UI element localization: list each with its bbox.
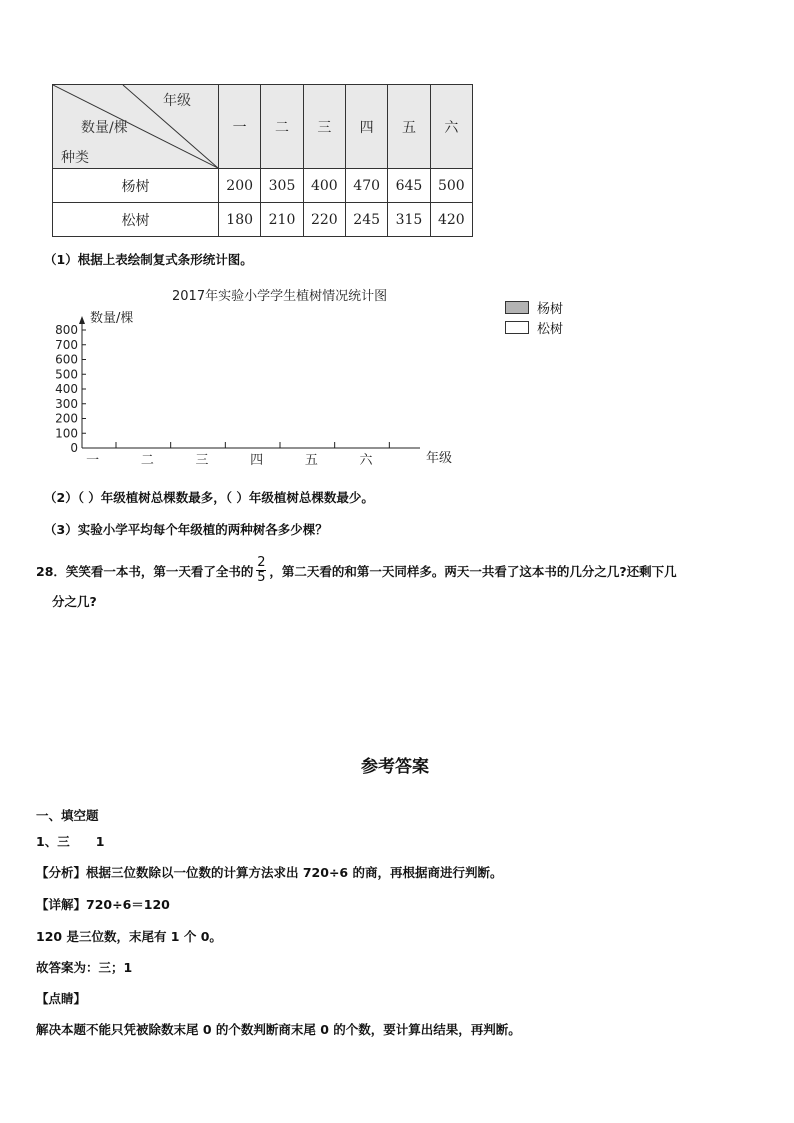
grade-header: 五 [388, 85, 430, 169]
table-cell: 180 [219, 203, 261, 237]
y-tick-label: 800 [55, 323, 78, 337]
legend-swatch-poplar [505, 301, 529, 314]
q28-text-after: ，第二天看的和第一天同样多。两天一共看了这本书的几分之几?还剩下几 [269, 563, 677, 579]
table-cell: 210 [261, 203, 303, 237]
x-tick-label: 二 [140, 453, 154, 468]
question-3: （3）实验小学平均每个年级植的两种树各多少棵？ [44, 522, 328, 537]
y-axis-label: 数量/棵 [90, 311, 134, 326]
answer-line-2: 故答案为：三；1 [36, 960, 133, 975]
x-tick-label: 六 [359, 453, 373, 468]
question-1: （1）根据上表绘制复式条形统计图。 [44, 252, 253, 267]
grade-header: 六 [430, 85, 472, 169]
table-cell: 645 [388, 169, 430, 203]
table-row [53, 203, 473, 237]
q28-line-2: 分之几? [52, 594, 97, 609]
x-axis-label: 年级 [426, 451, 453, 466]
table-cell: 200 [219, 169, 261, 203]
legend-label-pine: 松树 [537, 322, 564, 337]
table-cell: 500 [430, 169, 472, 203]
fraction-denominator: 5 [257, 570, 266, 585]
answers-title: 参考答案 [361, 757, 429, 777]
grade-header: 二 [261, 85, 303, 169]
corner-label-grade: 年级 [163, 93, 191, 109]
comment-text: 解决本题不能只凭被除数末尾 0 的个数判断商末尾 0 的个数，要计算出结果，再判断。 [36, 1022, 521, 1037]
detail-text: 【详解】720÷6＝120 [36, 897, 170, 912]
x-tick-label: 五 [304, 453, 318, 468]
row-label: 杨树 [53, 169, 219, 203]
section-heading: 一、填空题 [36, 808, 99, 823]
y-tick-label: 300 [55, 396, 78, 411]
grade-header: 一 [219, 85, 261, 169]
y-tick-label: 100 [55, 426, 78, 441]
y-tick-label: 500 [55, 367, 78, 382]
comment-heading: 【点睛】 [36, 991, 87, 1006]
bar-chart [40, 300, 470, 475]
question-2: （2）（ ）年级植树总棵数最多，（ ）年级植树总棵数最少。 [44, 490, 374, 505]
table-cell: 220 [303, 203, 345, 237]
table-cell: 305 [261, 169, 303, 203]
table-cell: 400 [303, 169, 345, 203]
table-cell: 420 [430, 203, 472, 237]
answer-line-1: 120 是三位数，末尾有 1 个 0。 [36, 929, 222, 944]
answer-item-1: 1、三 1 [36, 834, 105, 849]
chart-title: 2017年实验小学学生植树情况统计图 [172, 289, 388, 304]
table-cell: 315 [388, 203, 430, 237]
x-tick-label: 四 [250, 453, 264, 468]
fraction-numerator: 2 [257, 555, 266, 570]
y-tick-label: 600 [55, 352, 78, 367]
corner-label-kind: 种类 [61, 150, 89, 166]
legend-label-poplar: 杨树 [537, 302, 564, 317]
y-tick-label: 200 [55, 411, 78, 426]
x-tick-label: 三 [195, 453, 209, 468]
y-axis-arrow [79, 316, 85, 324]
table-header-row [53, 85, 473, 169]
y-tick-label: 400 [55, 382, 78, 396]
table-cell: 245 [345, 203, 387, 237]
data-table [52, 84, 473, 237]
question-28 [36, 556, 756, 585]
table-corner-cell [53, 85, 219, 169]
y-tick-label: 700 [55, 337, 78, 352]
corner-label-quantity: 数量/棵 [81, 120, 128, 136]
q28-text-before: 28．笑笑看一本书，第一天看了全书的 [36, 563, 254, 579]
fraction [256, 556, 266, 585]
x-tick-label: 一 [86, 453, 100, 468]
legend-swatch-pine [505, 321, 529, 334]
grade-header: 三 [303, 85, 345, 169]
table-row [53, 169, 473, 203]
row-label: 松树 [53, 203, 219, 237]
table-cell: 470 [345, 169, 387, 203]
grade-header: 四 [345, 85, 387, 169]
y-tick-label: 0 [70, 441, 78, 455]
analysis-text: 【分析】根据三位数除以一位数的计算方法求出 720÷6 的商，再根据商进行判断。 [36, 865, 503, 880]
